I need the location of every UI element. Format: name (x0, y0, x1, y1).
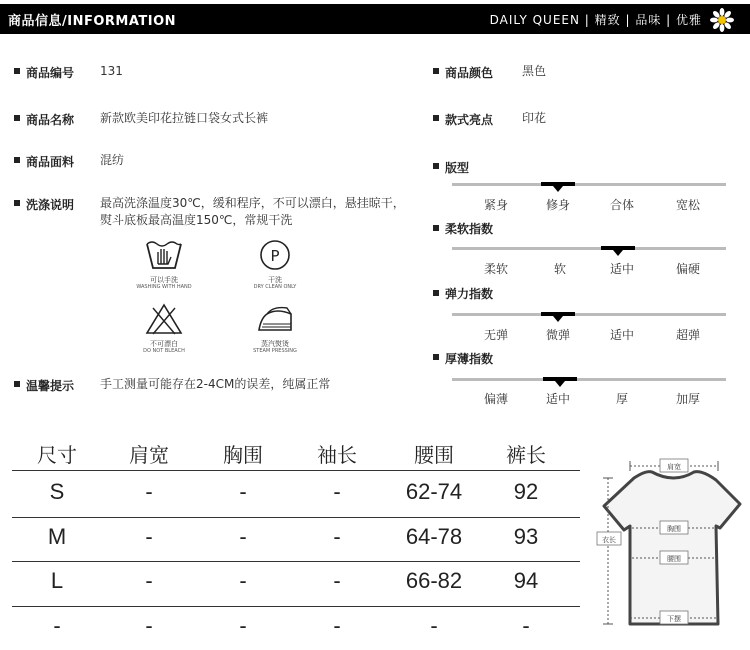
label-wash-instructions: 洗涤说明 (26, 198, 75, 212)
value-highlight: 印花 (522, 111, 547, 125)
size-cell: - (333, 613, 341, 638)
size-table-header-cell: 袖长 (317, 443, 357, 467)
bullet-icon (433, 163, 439, 169)
care-item-hand-wash (124, 238, 204, 291)
scale-label-softness: 柔软指数 (445, 222, 494, 236)
scale-pointer-fit (553, 186, 563, 192)
scale-track-fit (452, 183, 726, 186)
care-label-cn: 干洗 (268, 276, 282, 284)
scale-option: 偏薄 (483, 392, 508, 406)
care-label-en: DRY CLEAN ONLY (253, 284, 297, 290)
scale-option: 合体 (609, 198, 634, 212)
daisy-icon (710, 8, 734, 32)
value-item-name: 新款欧美印花拉链口袋女式长裤 (100, 111, 269, 125)
scale-track-thickness (452, 378, 726, 381)
scale-pointer-thickness (555, 381, 565, 387)
care-item-steam-iron (235, 302, 315, 355)
scale-option: 适中 (545, 392, 570, 406)
bullet-icon (433, 354, 439, 360)
scale-label-thickness: 厚薄指数 (445, 352, 494, 366)
value-item-number: 131 (100, 64, 123, 78)
bullet-icon (14, 68, 20, 74)
bullet-icon (433, 68, 439, 74)
size-cell: - (145, 568, 153, 593)
size-table-header-cell: 尺寸 (37, 443, 77, 467)
size-cell: - (333, 568, 341, 593)
size-cell: - (53, 613, 61, 638)
size-cell: - (145, 613, 153, 638)
size-cell: L (50, 568, 64, 593)
scale-pointer-softness (613, 250, 623, 256)
scale-option: 软 (553, 262, 566, 276)
no-bleach-icon (144, 302, 184, 336)
care-label-cn: 可以手洗 (150, 276, 178, 284)
value-wash-line1: 最高洗涤温度30℃，缓和程序，不可以漂白，悬挂晾干， (100, 196, 405, 210)
bullet-icon (433, 115, 439, 121)
svg-text:P: P (270, 247, 280, 265)
size-cell: - (333, 479, 341, 504)
size-cell: 92 (513, 479, 539, 504)
label-item-number: 商品编号 (26, 66, 75, 80)
scale-option: 加厚 (675, 392, 700, 406)
table-row (12, 515, 580, 559)
size-cell: - (239, 479, 247, 504)
label-highlight: 款式亮点 (445, 113, 494, 127)
scale-option: 超弹 (675, 328, 700, 342)
bullet-icon (14, 381, 20, 387)
scale-option: 宽松 (675, 198, 700, 212)
scale-option: 修身 (545, 198, 570, 212)
steam-iron-icon (253, 302, 297, 336)
header-title: 商品信息/INFORMATION (8, 14, 177, 29)
label-tips: 温馨提示 (26, 379, 75, 393)
size-cell: M (47, 524, 67, 549)
size-cell: - (239, 613, 247, 638)
scale-option: 适中 (609, 328, 634, 342)
scale-option: 适中 (609, 262, 634, 276)
size-cell: - (333, 524, 341, 549)
size-cell: 94 (513, 568, 539, 593)
diagram-label-chest: 胸围 (667, 525, 681, 533)
size-cell: 64-78 (405, 524, 463, 549)
value-color: 黑色 (522, 64, 547, 78)
bullet-icon (14, 157, 20, 163)
scale-label-elasticity: 弹力指数 (445, 287, 494, 301)
bullet-icon (433, 290, 439, 296)
table-row (12, 604, 580, 648)
size-cell: 93 (513, 524, 539, 549)
garment-measurement-diagram (594, 448, 744, 634)
value-fabric: 混纺 (100, 153, 125, 167)
scale-option: 紧身 (483, 198, 508, 212)
care-item-dry-clean (235, 238, 315, 291)
care-label-cn: 不可漂白 (150, 340, 178, 348)
scale-option: 柔软 (483, 262, 508, 276)
scale-option: 微弹 (545, 328, 570, 342)
scale-option: 偏硬 (675, 262, 700, 276)
scale-track-softness (452, 247, 726, 250)
hand-wash-icon (144, 238, 184, 272)
diagram-label-shoulder: 肩宽 (667, 463, 681, 471)
info-header-bar (0, 4, 750, 34)
size-table-header-cell: 裤长 (506, 443, 546, 467)
care-item-no-bleach (124, 302, 204, 355)
care-label-en: WASHING WITH HAND (136, 284, 192, 290)
size-cell: 62-74 (405, 479, 463, 504)
size-cell: - (239, 524, 247, 549)
size-cell: - (145, 524, 153, 549)
label-fabric: 商品面料 (26, 155, 75, 169)
label-color: 商品颜色 (445, 66, 494, 80)
scale-option: 无弹 (483, 328, 508, 342)
table-row (12, 559, 580, 603)
table-row (12, 470, 580, 514)
size-cell: - (239, 568, 247, 593)
scale-label-fit: 版型 (445, 161, 470, 175)
bullet-icon (433, 225, 439, 231)
shirt-outline (604, 472, 740, 624)
scale-pointer-elasticity (553, 316, 563, 322)
header-brand-tags: DAILY QUEEN | 精致 | 品味 | 优雅 (489, 13, 702, 27)
care-label-en: STEAM PRESSING (253, 348, 297, 354)
size-cell: - (522, 613, 530, 638)
size-table-header-cell: 胸围 (223, 443, 263, 467)
dry-clean-icon (257, 238, 293, 272)
size-cell: S (49, 479, 65, 504)
care-label-en: DO NOT BLEACH (143, 348, 185, 354)
size-cell: 66-82 (405, 568, 463, 593)
diagram-label-waist: 腰围 (667, 555, 681, 563)
size-cell: - (430, 613, 438, 638)
diagram-label-length: 衣长 (602, 536, 616, 544)
scale-track-elasticity (452, 313, 726, 316)
value-wash-line2: 熨斗底板最高温度150℃，常规干洗 (100, 213, 293, 227)
bullet-icon (14, 200, 20, 206)
value-tips: 手工测量可能存在2-4CM的误差，纯属正常 (100, 377, 331, 391)
scale-option: 厚 (615, 392, 628, 406)
label-item-name: 商品名称 (26, 113, 75, 127)
size-table-header-cell: 肩宽 (129, 443, 169, 467)
care-label-cn: 蒸汽熨烫 (261, 340, 289, 348)
bullet-icon (14, 115, 20, 121)
size-cell: - (145, 479, 153, 504)
size-table-header-cell: 腰围 (414, 443, 454, 467)
diagram-label-hem: 下摆 (667, 615, 681, 623)
